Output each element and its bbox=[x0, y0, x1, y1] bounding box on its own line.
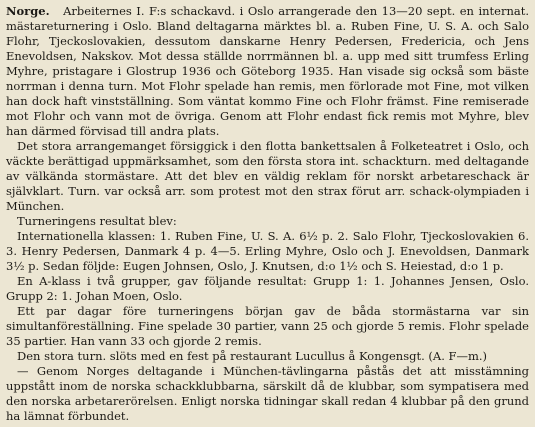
article-paragraph: Ett par dagar före turneringens början gav de båda stormästarna var sin simultanföreställning. Fine spelade 30 partier, vann 25 och gjorde 5 remis. Flohr spelade 35 partier. Han vann 33 och gjorde 2 remis. bbox=[6, 304, 529, 349]
article-paragraph: En A-klass i två grupper, gav följande resultat: Grupp 1: 1. Johannes Jensen, Oslo. Grupp 2: 1. Johan Moen, Oslo. bbox=[6, 274, 529, 304]
article-paragraph: Den stora turn. slöts med en fest på restaurant Lucullus å Kongensgt. (A. F—m.) bbox=[17, 349, 488, 364]
article-paragraph: Det stora arrangemanget försiggick i den flotta bankettsalen å Folketeatret i Oslo, och väckte berättigad uppmärksamhet, som den första stora int. schackturn. med deltagande av välkända stormästare. Att det blev en väldig reklam för norskt arbetareschack är självklart. Turn. var också arr. som protest mot den strax förut arr. schack-olympiaden i München. bbox=[6, 139, 529, 214]
article-paragraph: — Genom Norges deltagande i München-tävlingarna påstås det att misstämning uppstått inom de norska schackklubbarna, särskilt då de klubbar, som sympatisera med den norska arbetarerörelsen. Enligt norska tidningar skall redan 4 klubbar på den grund ha lämnat förbundet. bbox=[6, 364, 529, 424]
paragraph-text: Arbeiternes I. F:s schackavd. i Oslo arrangerade den 13—20 sept. en internat. mästareturnering i Oslo. Bland deltagarna märktes bl. a. Ruben Fine, U. S. A. och Salo Flohr, Tjeckoslovakien, dessutom danskarne Henry Pedersen, Fredericia, och Jens Enevoldsen, Nakskov. Mot dessa ställde norrmännen bl. a. upp med sitt trumfess Erling Myhre, pristagare i Glostrup 1936 och Göteborg 1935. Han visade sig också som bäste norrman i denna turn. Mot Flohr spelade han remis, men förlorade mot Fine, mot vilken han dock haft vinstställning. Som väntat kommo Fine och Flohr främst. Fine remiserade mot Flohr och vann mot de övriga. Genom att Flohr endast fick remis mot Myhre, blev han därmed förvisad till andra plats. bbox=[6, 4, 529, 139]
article-paragraph: Internationella klassen: 1. Ruben Fine, U. S. A. 6½ p. 2. Salo Flohr, Tjeckoslovakien 6. 3. Henry Pedersen, Danmark 4 p. 4—5. Erling Myhre, Oslo och J. Enevoldsen, Danmark 3½ p. Sedan följde: Eugen Johnsen, Oslo, J. Knutsen, d:o 1½ och S. Heiestad, d:o 1 p. bbox=[6, 229, 529, 274]
article-paragraph-intro bbox=[6, 4, 529, 139]
section-heading: Norge. bbox=[6, 4, 50, 18]
article-paragraph: Turneringens resultat blev: bbox=[17, 214, 177, 229]
